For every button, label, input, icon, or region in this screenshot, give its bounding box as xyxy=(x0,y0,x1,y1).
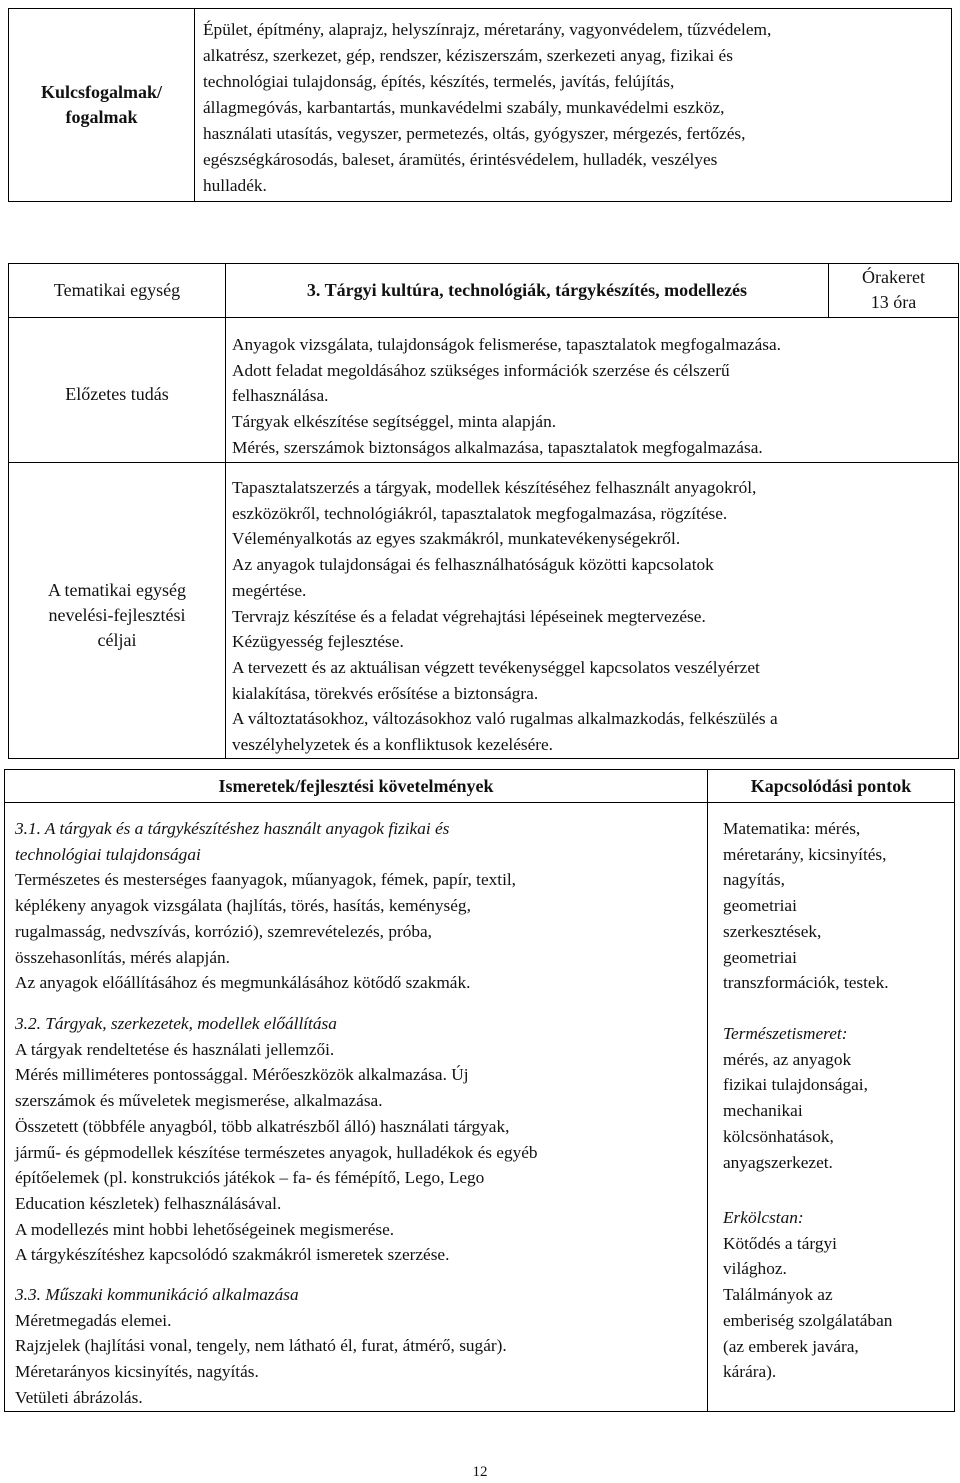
kapcsolodasi-header: Kapcsolódási pontok xyxy=(750,776,912,796)
hours-label: Órakeret xyxy=(862,267,925,287)
section-3-2 xyxy=(15,1011,703,1268)
kapcsolodasi-line: mechanikai xyxy=(723,1101,803,1121)
celok-line: A tervezett és az aktuálisan végzett tevékenységgel kapcsolatos veszélyérzet xyxy=(232,657,760,677)
kapcsolodasi-line: Találmányok az xyxy=(723,1285,833,1305)
section-title: technológiai tulajdonságai xyxy=(15,844,201,864)
kulcsfogalmak-line: hulladék. xyxy=(203,176,267,195)
celok-line: Tervrajz készítése és a feladat végrehajtási lépéseinek megtervezése. xyxy=(232,606,706,626)
celok-line: kialakítása, törekvés erősítése a biztonságra. xyxy=(232,683,539,703)
section-line: A tárgykészítéshez kapcsolódó szakmákról ismeretek szerzése. xyxy=(15,1245,450,1265)
page-number: 12 xyxy=(472,1464,488,1480)
celok-line: megértése. xyxy=(232,580,307,600)
section-line: Rajzjelek (hajlítási vonal, tengely, nem látható él, furat, átmérő, sugár). xyxy=(15,1336,507,1356)
kapcsolodasi-line: geometriai xyxy=(723,947,797,967)
section-title: 3.2. Tárgyak, szerkezetek, modellek előállítása xyxy=(15,1014,337,1033)
elozetes-label: Előzetes tudás xyxy=(65,384,169,404)
kapcsolodasi-line: transzformációk, testek. xyxy=(723,973,889,993)
section-line: képlékeny anyagok vizsgálata (hajlítás, törés, hasítás, keménység, xyxy=(15,896,471,916)
kapcsolodasi-line: fizikai tulajdonságai, xyxy=(723,1075,868,1095)
celok-line: Véleményalkotás az egyes szakmákról, munkatevékenységekről. xyxy=(232,529,681,549)
kulcsfogalmak-line: használati utasítás, vegyszer, permetezés, oltás, gyógyszer, mérgezés, fertőzés, xyxy=(203,124,746,143)
kapcsolodasi-termeszetismeret xyxy=(723,1021,951,1175)
elozetes-line: Adott feladat megoldásához szükséges információk szerzése és célszerű xyxy=(232,360,730,380)
section-title: 3.1. A tárgyak és a tárgykészítéshez használt anyagok fizikai és xyxy=(15,819,450,838)
kapcsolodasi-line: kölcsönhatások, xyxy=(723,1126,834,1146)
section-line: építőelemek (pl. konstrukciós játékok – fa- és fémépítő, Lego, Lego xyxy=(15,1168,485,1188)
section-title: 3.3. Műszaki kommunikáció alkalmazása xyxy=(15,1285,299,1304)
kapcsolodasi-line: szerkesztések, xyxy=(723,921,822,941)
kulcsfogalmak-label-line: fogalmak xyxy=(65,107,138,127)
section-line: Mérés milliméteres pontossággal. Mérőeszközök alkalmazása. Új xyxy=(15,1065,469,1085)
kulcsfogalmak-line: állagmegóvás, karbantartás, munkavédelmi szabály, munkavédelmi eszköz, xyxy=(203,98,725,117)
kapcsolodasi-line: méretarány, kicsinyítés, xyxy=(723,844,887,864)
kapcsolodasi-line: Matematika: mérés, xyxy=(723,819,861,838)
kulcsfogalmak-text xyxy=(203,17,945,199)
celok-label-line: céljai xyxy=(97,630,137,650)
kapcsolodasi-line: geometriai xyxy=(723,896,797,916)
section-line: Méretmegadás elemei. xyxy=(15,1310,172,1330)
kapcsolodasi-line: Kötődés a tárgyi xyxy=(723,1233,837,1253)
section-line: rugalmasság, nedvszívás, korrózió), szemrevételezés, próba, xyxy=(15,921,432,941)
celok-line: veszélyhelyzetek és a konfliktusok kezelésére. xyxy=(232,735,554,755)
section-line: Összetett (többféle anyagból, több alkatrészből álló) használati tárgyak, xyxy=(15,1116,510,1136)
section-line: szerszámok és műveletek megismerése, alkalmazása. xyxy=(15,1091,383,1111)
kulcsfogalmak-line: egészségkárosodás, baleset, áramütés, érintésvédelem, hulladék, veszélyes xyxy=(203,150,718,169)
unit-title: 3. Tárgyi kultúra, technológiák, tárgykészítés, modellezés xyxy=(306,280,748,300)
kulcsfogalmak-line: technológiai tulajdonság, építés, készítés, termelés, javítás, felújítás, xyxy=(203,72,675,91)
hours-value: 13 óra xyxy=(870,292,917,312)
kapcsolodasi-line: mérés, az anyagok xyxy=(723,1049,852,1069)
kulcsfogalmak-label xyxy=(10,80,193,130)
elozetes-line: Tárgyak elkészítése segítséggel, minta alapján. xyxy=(232,412,557,432)
elozetes-text xyxy=(232,332,952,461)
section-line: összehasonlítás, mérés alapján. xyxy=(15,947,230,967)
kapcsolodasi-line: (az emberek javára, xyxy=(723,1336,859,1356)
kapcsolodasi-subject: Erkölcstan: xyxy=(723,1208,804,1227)
section-line: Méretarányos kicsinyítés, nagyítás. xyxy=(15,1362,259,1382)
section-line: A tárgyak rendeltetése és használati jellemzői. xyxy=(15,1039,335,1059)
section-line: Education készletek) felhasználásával. xyxy=(15,1193,282,1213)
celok-line: A változtatásokhoz, változásokhoz való rugalmas alkalmazkodás, felkészülés a xyxy=(232,709,778,729)
kapcsolodasi-erkolcstan xyxy=(723,1205,951,1385)
ismeretek-header: Ismeretek/fejlesztési követelmények xyxy=(218,776,494,796)
celok-line: Kézügyesség fejlesztése. xyxy=(232,632,404,652)
kapcsolodasi-line: kárára). xyxy=(723,1362,777,1382)
celok-label-line: A tematikai egység xyxy=(48,580,186,600)
celok-line: eszközökről, technológiákról, tapasztalatok megfogalmazása, rögzítése. xyxy=(232,503,728,523)
section-3-1 xyxy=(15,816,703,996)
kapcsolodasi-matematika xyxy=(723,816,951,996)
section-line: A modellezés mint hobbi lehetőségeinek megismerése. xyxy=(15,1219,395,1239)
section-line: Vetületi ábrázolás. xyxy=(15,1387,143,1407)
celok-line: Tapasztalatszerzés a tárgyak, modellek készítéséhez felhasznált anyagokról, xyxy=(232,478,757,497)
kapcsolodasi-line: anyagszerkezet. xyxy=(723,1152,833,1172)
elozetes-line: Mérés, szerszámok biztonságos alkalmazása, tapasztalatok megfogalmazása. xyxy=(232,437,763,457)
celok-label-line: nevelési-fejlesztési xyxy=(48,605,186,625)
kapcsolodasi-line: nagyítás, xyxy=(723,870,785,890)
celok-text xyxy=(232,475,952,758)
kulcsfogalmak-line: Épület, építmény, alaprajz, helyszínrajz, méretarány, vagyonvédelem, tűzvédelem, xyxy=(203,20,772,39)
celok-line: Az anyagok tulajdonságai és felhasználhatóságuk közötti kapcsolatok xyxy=(232,555,714,575)
kulcsfogalmak-label-line: Kulcsfogalmak/ xyxy=(40,82,162,102)
kapcsolodasi-line: emberiség szolgálatában xyxy=(723,1310,893,1330)
kapcsolodasi-line: világhoz. xyxy=(723,1259,787,1279)
elozetes-line: felhasználása. xyxy=(232,386,329,406)
section-line: Az anyagok előállításához és megmunkálásához kötődő szakmák. xyxy=(15,973,471,993)
section-line: jármű- és gépmodellek készítése természetes anyagok, hulladékok és egyéb xyxy=(15,1142,538,1162)
section-line: Természetes és mesterséges faanyagok, műanyagok, fémek, papír, textil, xyxy=(15,870,516,890)
section-3-3 xyxy=(15,1282,703,1411)
unit-label: Tematikai egység xyxy=(53,280,181,300)
elozetes-line: Anyagok vizsgálata, tulajdonságok felismerése, tapasztalatok megfogalmazása. xyxy=(232,335,781,354)
unit-hours xyxy=(830,265,957,315)
kulcsfogalmak-line: alkatrész, szerkezet, gép, rendszer, kéziszerszám, szerkezeti anyag, fizikai és xyxy=(203,46,733,65)
kapcsolodasi-subject: Természetismeret: xyxy=(723,1024,848,1043)
celok-label xyxy=(10,578,224,653)
